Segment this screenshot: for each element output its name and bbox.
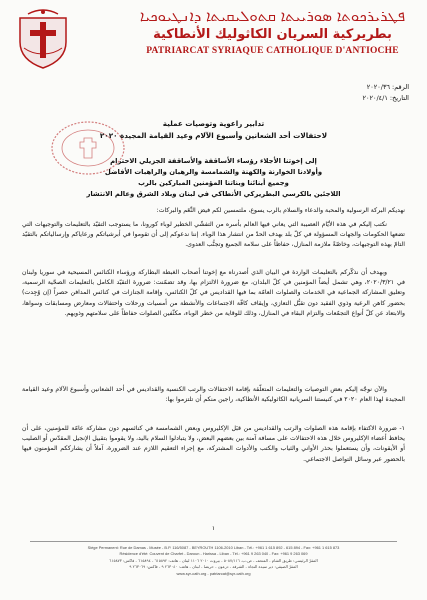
page-number: ١: [211, 525, 216, 532]
title-syriac: ܦܛܪܝܪܟܘܬܐ ܣܘܪܝܝܬܐ ܩܬܘܠܝܩܝܬܐ ܕܐܢܛܝܘܟܝܐ: [139, 7, 406, 25]
addressee-line-3: وجميع أبنائنا وبناتنا المؤمنين المباركين بالرب: [138, 179, 289, 187]
title-french: PATRIARCAT SYRIAQUE CATHOLIQUE D'ANTIOCHE: [146, 46, 399, 56]
addressee-line-1: إلى إخوتنا الأجلاء رؤساء الأساقفة والأساقفة الجزيلي الاحترام: [110, 157, 317, 165]
reference-number: الرقم: ٢٠٢٠/٣٦: [366, 83, 409, 91]
addressee-line-2: وأولادنا الخوارنة والكهنة والشمامسة والرهبان والراهبات الأفاضل: [104, 168, 323, 176]
letterhead: [8, 6, 419, 66]
letter-meta: [363, 82, 409, 104]
footer-line-5: www.syr-cath.org - patriarcat@syr-cath.org: [176, 570, 251, 576]
title-arabic: بطريركية السريان الكاثوليك الأنطاكية: [153, 27, 392, 42]
paragraph-item-1: ١- ضرورة الاكتفاء بإقامة هذه الصلوات والرتب والقداديس من قبَل الإكليروس وبعض الشمامسة في كنائسهم دون مشاركة عامّة للمؤمنين، على أن يحافظ أعضاء الإكليروس خلال هذه الاحتفالات على مسافة آمنة بين بعضهم البعض، ولا يتبادلوا السلام باليد، ولا يقوموا بتقبيل الإنجيل المقدّس أو الصليب أو الأيقونات، وأن يستعملوا بحذر الأواني والثياب والكتب والأدوات المشتركة، مع إجراء التعقيم اللازم عند الضرورة، آملاً أن يشارككم المؤمنون فيها بالحضور عبر وسائل التواصل الاجتماعي.: [22, 425, 405, 463]
paragraph-3: والآن نوجّه إليكم بعض التوصيات والتعليمات المتعلّقة بإقامة الاحتفالات والرتب الكنسية والقداديس في أحد الشعانين وأسبوع الآلام وعيد القيامة المجيدة لهذا العام ٢٠٢٠ في كنيستنا السريانية الكاثوليكية الأنطاكية، راجين منكم أن تلتزموا بها:: [22, 386, 405, 404]
paragraph-1: نكتب إليكم في هذه الأيّام العصيبة التي يعاني فيها العالم بأسره من التفشّي الخطير لوباء كورونا، ما يستوجب التقيّد بالتعليمات والتوجيهات التي تضعها الحكومات والجهات المسؤولة في كلّ بلد بهدف الحدّ من انتشار هذا الوباء. إننا ندعوكم إلى أن تقوموا في أبرشياتكم ورعاياكم وإرسالياتكم بالتقيّد التامّ بهذه التوجيهات، وخاصّةً ملازمة المنازل، حفاظاً على سلامة الجميع وتجنُّب العدوى.: [22, 221, 405, 249]
heading-subtitle: لاحتفالات أحد الشعانين وأسبوع الآلام وعيد القيامة المجيدة ٢٠٢٠: [99, 131, 328, 140]
letter-date: التاريخ: ٢٠٢٠/٤/١: [362, 94, 409, 102]
footer-line-3: المقرّ الرئيسي: طريق الشام - المتحف - ص.ب. ٥٠٨٧/١١٦ - بيروت ٢٠١٠ ١١٠٦ لبنان - هاتف: ٦١٥٨٩٢ - ٦١٥٨٩٤ - فاكس: ٦١٥٨٧٣: [109, 557, 318, 563]
greeting-paragraph: نهديكم البركة الرسولية والمحبة والدعاء والسلام بالرب يسوع، ملتمسين لكم فيض النِّعَم والبركات:: [156, 207, 405, 214]
addressee-line-4: اللاجئين بالكرسي البطريركي الأنطاكي في لبنان وبلاد الشرق وعالم الانتشار: [86, 190, 341, 198]
letterhead-titles: [128, 6, 417, 58]
footer-line-4: المقرّ الصيفي: دير سيدة النجاة - الشرفة - درعون - حريصا - لبنان - هاتف: ٢٦٣٠٤٠ ٩ - فاكس: ٢٦٣٠٦٩ ٩: [129, 564, 298, 570]
heading-title: تدابير راعوية وتوصيات عملية: [162, 119, 265, 128]
letter-footer: [10, 545, 417, 577]
patriarchate-coat-of-arms-icon: [12, 8, 74, 70]
footer-line-1: Siège Permanent: Rue de Damas - Musée - B.P. 116/5087 - BEYROUTH 1106-2010 Liban - Tél.: +961 1 615 892 - 615 894 - Fax: +961 1 615 873: [87, 545, 340, 550]
paragraph-2: وبهدف أن نذكّركم بالتعليمات الواردة في البيان الذي أصدرناه مع إخوتنا أصحاب الغبطة البطاركة ورؤساء الكنائس المسيحية في سوريا ولبنان في ٢٠٢٠/٣/٢١، وهي تشمل أيضاً المؤمنين في كلّ البلدان، مع ضرورة الالتزام بها، وقد تضمّنت: ضرورة التقيّد الكامل بالتعليمات الصحّية الرسمية، وتعليق المشاركة الجماعية في الخدمات والصلوات العامّة بما فيها القداديس في كلّ الكنائس، وإقامة الجنازات في كنائس المدافن حصراً (إن وُجِدت) بحضور كاهن الرعية وذوي الفقيد دون تقبُّل التعازي، وإيقاف كافّة الاجتماعات والأنشطة من أمسيات ورحلات واحتفالات ومعارض ومسابقات وسواها، والابتعاد عن كلّ أنواع التجمّعات والتزام البقاء في المنازل، وذلك للوقاية من خطر الوباء، مكثّفين الصلوات حفاظاً على سلامتهم وذويهم.: [22, 269, 405, 317]
footer-line-2: Résidence d'été: Couvent de Charfet - Daroun - Harissa - Liban - Tél.: +961 9 263 040 - Fax: +961 9 263 069: [119, 551, 308, 557]
footer-divider: [30, 541, 397, 542]
